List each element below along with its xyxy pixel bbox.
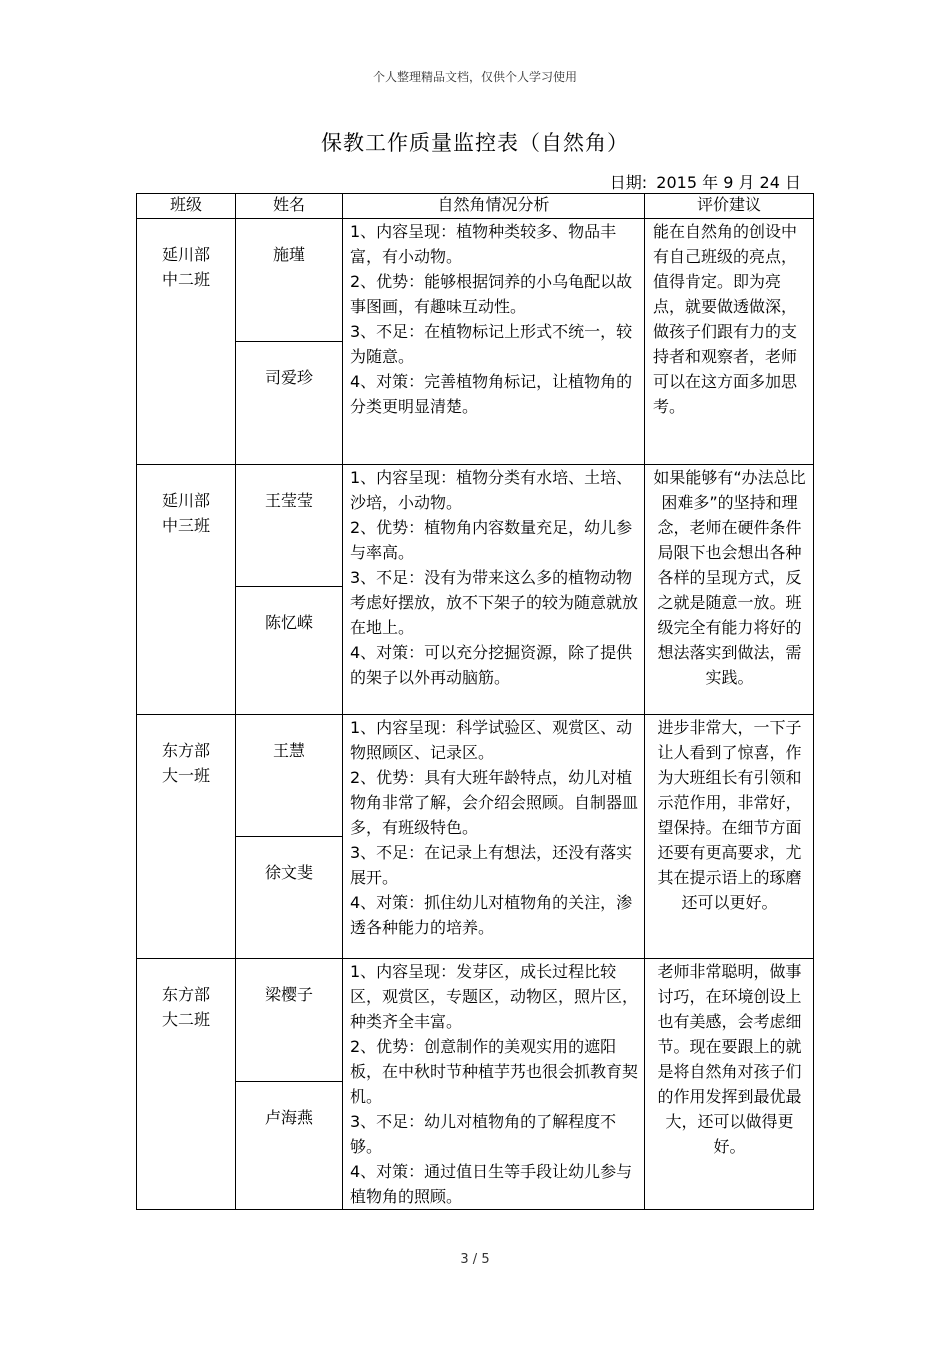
teacher-name: 王慧 <box>236 715 343 837</box>
class-cell <box>137 715 236 959</box>
analysis-item: 4、对策：完善植物角标记，让植物角的分类更明显清楚。 <box>350 372 633 416</box>
analysis-item: 3、不足：在记录上有想法，还没有落实展开。 <box>350 843 633 887</box>
teacher-name: 梁樱子 <box>236 959 343 1082</box>
table-row <box>137 219 814 342</box>
table-row <box>137 715 814 837</box>
header-name: 姓名 <box>236 194 343 219</box>
evaluation-cell <box>645 465 814 715</box>
watermark-text: 个人整理精品文档，仅供个人学习使用 <box>372 70 577 84</box>
analysis-item: 4、对策：通过值日生等手段让幼儿参与植物角的照顾。 <box>350 1162 633 1206</box>
evaluation-cell <box>645 715 814 959</box>
analysis-item: 2、优势：植物角内容数量充足，幼儿参与率高。 <box>350 518 633 562</box>
analysis-item: 4、对策：抓住幼儿对植物角的关注，渗透各种能力的培养。 <box>350 893 633 937</box>
evaluation-cell <box>645 959 814 1210</box>
analysis-item: 3、不足：没有为带来这么多的植物动物考虑好摆放，放不下架子的较为随意就放在地上。 <box>350 568 639 637</box>
analysis-cell <box>343 465 645 715</box>
class-cell <box>137 465 236 715</box>
analysis-item: 1、内容呈现：科学试验区、观赏区、动物照顾区、记录区。 <box>350 718 633 762</box>
header-analysis: 自然角情况分析 <box>343 194 645 219</box>
analysis-item: 3、不足：幼儿对植物角的了解程度不够。 <box>350 1112 617 1156</box>
evaluation-text: 进步非常大，一下子让人看到了惊喜，作为大班组长有引领和示范作用，非常好，望保持。在细节方面还要有更高要求，尤其在提示语上的琢磨还可以更好。 <box>657 718 802 912</box>
class-line: 大一班 <box>161 766 210 785</box>
class-line: 中三班 <box>161 516 210 535</box>
evaluation-cell <box>645 219 814 465</box>
analysis-item: 1、内容呈现：植物分类有水培、土培、沙培，小动物。 <box>350 468 633 512</box>
header-evaluation: 评价建议 <box>645 194 814 219</box>
evaluation-text: 能在自然角的创设中有自己班级的亮点，值得肯定。即为亮点，就要做透做深，做孩子们跟有力的支持者和观察者，老师可以在这方面多加思考。 <box>653 222 798 416</box>
analysis-item: 2、优势：能够根据饲养的小乌龟配以故事图画，有趣味互动性。 <box>350 272 633 316</box>
analysis-item: 4、对策：可以充分挖掘资源，除了提供的架子以外再动脑筋。 <box>350 643 633 687</box>
date-value: 2015 年 9 月 24 日 <box>652 173 803 194</box>
teacher-name: 施瑾 <box>236 219 343 342</box>
class-line: 东方部 <box>161 985 210 1004</box>
teacher-name: 陈忆嵘 <box>236 587 343 715</box>
teacher-name: 司爱珍 <box>236 342 343 465</box>
class-line: 东方部 <box>161 741 210 760</box>
teacher-name: 徐文斐 <box>236 837 343 959</box>
analysis-item: 2、优势：创意制作的美观实用的遮阳板，在中秋时节种植芋艿也很会抓教育契机。 <box>350 1037 639 1106</box>
date-line <box>560 170 803 193</box>
analysis-cell <box>343 959 645 1210</box>
class-line: 延川部 <box>161 491 210 510</box>
page-title: 保教工作质量监控表（自然角） <box>321 131 629 155</box>
analysis-item: 1、内容呈现：发芽区，成长过程比较区，观赏区，专题区，动物区，照片区，种类齐全丰富。 <box>350 962 639 1031</box>
evaluation-text: 老师非常聪明，做事讨巧，在环境创设上也有美感，会考虑细节。现在要跟上的就是将自然角对孩子们的作用发挥到最优最大，还可以做得更好。 <box>657 962 802 1156</box>
table-header-row <box>137 194 814 219</box>
analysis-item: 3、不足：在植物标记上形式不统一，较为随意。 <box>350 322 633 366</box>
date-label: 日期: <box>609 173 648 192</box>
analysis-item: 1、内容呈现：植物种类较多、物品丰富，有小动物。 <box>350 222 617 266</box>
analysis-cell <box>343 715 645 959</box>
header-class: 班级 <box>137 194 236 219</box>
page-number: 3 / 5 <box>460 1252 490 1267</box>
class-line: 延川部 <box>161 245 210 264</box>
analysis-item: 2、优势：具有大班年龄特点，幼儿对植物角非常了解，会介绍会照顾。自制器皿多，有班级特色。 <box>350 768 639 837</box>
table-row <box>137 465 814 587</box>
class-line: 大二班 <box>161 1010 210 1029</box>
class-line: 中二班 <box>161 270 210 289</box>
class-cell <box>137 219 236 465</box>
table-row <box>137 959 814 1082</box>
teacher-name: 王莹莹 <box>236 465 343 587</box>
monitoring-table <box>136 193 814 1210</box>
analysis-cell <box>343 219 645 465</box>
teacher-name: 卢海燕 <box>236 1082 343 1210</box>
evaluation-text: 如果能够有“办法总比困难多”的坚持和理念，老师在硬件条件局限下也会想出各种各样的呈现方式，反之就是随意一放。班级完全有能力将好的想法落实到做法，需实践。 <box>653 468 806 687</box>
class-cell <box>137 959 236 1210</box>
